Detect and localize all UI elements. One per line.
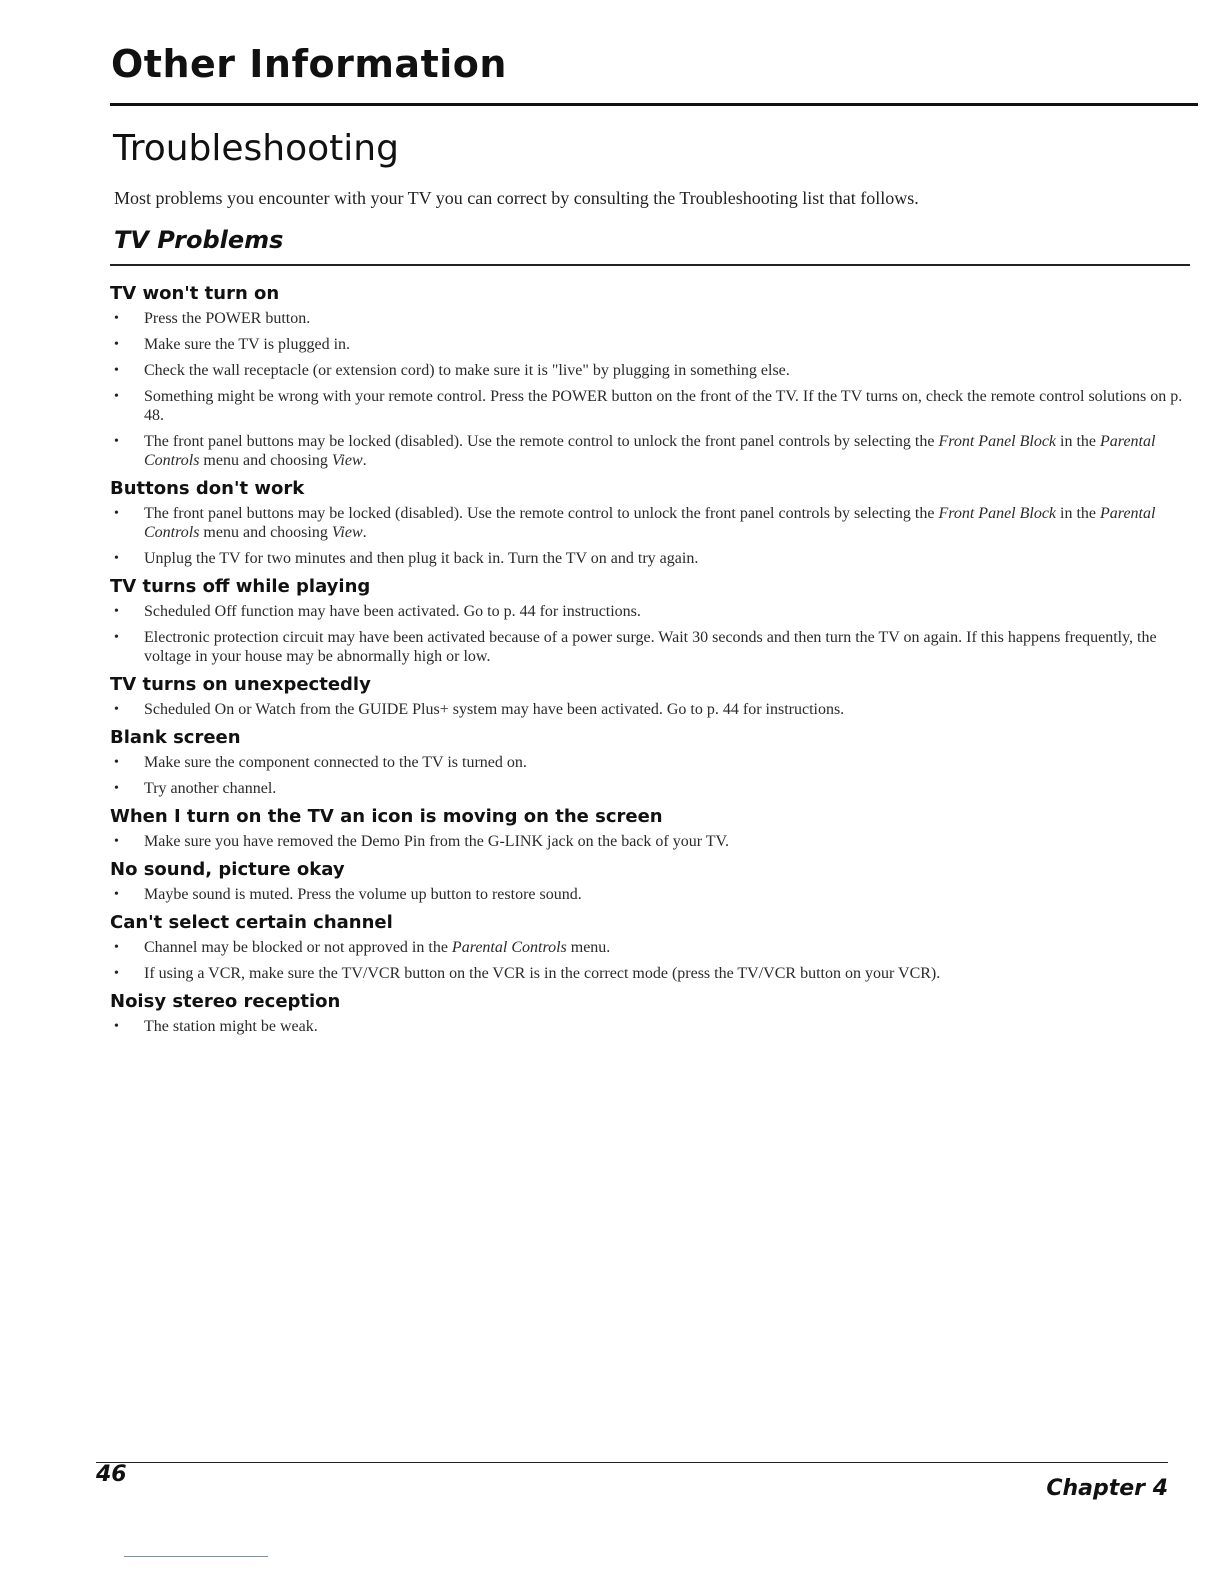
subsection-title: TV Problems [114, 226, 284, 254]
chapter-label: Chapter 4 [1046, 1476, 1168, 1501]
solution-item: • Make sure the TV is plugged in. [104, 335, 1194, 354]
solution-list [104, 602, 1194, 666]
solution-list [104, 309, 1194, 470]
solution-list [104, 832, 1194, 851]
solution-item: • The station might be weak. [104, 1017, 1194, 1036]
solution-list [104, 700, 1194, 719]
trouble-section [104, 674, 1194, 719]
solution-list [104, 885, 1194, 904]
solution-list [104, 753, 1194, 798]
menu-reference: Parental Controls [451, 939, 567, 956]
section-title: Noisy stereo reception [110, 991, 341, 1012]
section-title: Can't select certain channel [110, 912, 393, 933]
bottom-mark [124, 1556, 268, 1557]
solution-list [104, 1017, 1194, 1036]
trouble-section [104, 727, 1194, 798]
solution-item [104, 504, 1194, 542]
trouble-section [104, 576, 1194, 666]
text-segment: in the [1056, 433, 1101, 450]
text-segment: The front panel buttons may be locked (disabled). Use the remote control to unlock the front panel controls by selecting the [144, 433, 939, 450]
menu-reference: Parental Controls [144, 433, 1156, 469]
text-segment: Channel may be blocked or not approved in the [144, 939, 452, 956]
chapter-header-title: Other Information [111, 42, 507, 86]
menu-reference: View [331, 452, 363, 469]
solution-item: • Make sure the component connected to the TV is turned on. [104, 753, 1194, 772]
trouble-section [104, 859, 1194, 904]
solution-item: • If using a VCR, make sure the TV/VCR button on the VCR is in the correct mode (press the TV/VCR button on your VCR). [104, 964, 1194, 983]
troubleshooting-list [104, 283, 1194, 1044]
section-title: TV won't turn on [110, 283, 280, 304]
text-segment: The front panel buttons may be locked (disabled). Use the remote control to unlock the front panel controls by selecting the [144, 505, 939, 522]
page-title: Troubleshooting [113, 128, 399, 169]
solution-item: • Scheduled Off function may have been activated. Go to p. 44 for instructions. [104, 602, 1194, 621]
trouble-section [104, 806, 1194, 851]
solution-item [104, 938, 1194, 957]
solution-item: • Press the POWER button. [104, 309, 1194, 328]
solution-item: • Maybe sound is muted. Press the volume up button to restore sound. [104, 885, 1194, 904]
trouble-section [104, 912, 1194, 983]
section-title: Buttons don't work [110, 478, 305, 499]
text-segment: . [362, 452, 367, 469]
section-title: TV turns on unexpectedly [110, 674, 371, 695]
section-title: No sound, picture okay [110, 859, 345, 880]
footer-rule [96, 1462, 1168, 1463]
trouble-section [104, 283, 1194, 470]
solution-list [104, 938, 1194, 983]
solution-item: • Make sure you have removed the Demo Pin from the G-LINK jack on the back of your TV. [104, 832, 1194, 851]
section-title: TV turns off while playing [110, 576, 371, 597]
menu-reference: View [331, 524, 363, 541]
menu-reference: Front Panel Block [938, 433, 1057, 450]
text-segment: menu and choosing [199, 452, 332, 469]
solution-item: • Something might be wrong with your remote control. Press the POWER button on the front of the TV. If the TV turns on, check the remote control solutions on p. 48. [104, 387, 1194, 425]
text-segment: menu. [566, 939, 611, 956]
solution-item: • Check the wall receptacle (or extension cord) to make sure it is "live" by plugging in something else. [104, 361, 1194, 380]
solution-item: • Scheduled On or Watch from the GUIDE Plus+ system may have been activated. Go to p. 44 for instructions. [104, 700, 1194, 719]
solution-item [104, 432, 1194, 470]
menu-reference: Front Panel Block [938, 505, 1057, 522]
menu-reference: Parental Controls [144, 505, 1156, 541]
trouble-section [104, 478, 1194, 568]
solution-item: • Electronic protection circuit may have been activated because of a power surge. Wait 30 seconds and then turn the TV on again. If this happens frequently, the voltage in your house may be abnormally high or low. [104, 628, 1194, 666]
solution-item: • Try another channel. [104, 779, 1194, 798]
section-title: When I turn on the TV an icon is moving on the screen [110, 806, 663, 827]
solution-list [104, 504, 1194, 568]
page-number: 46 [96, 1462, 127, 1487]
solution-item: • Unplug the TV for two minutes and then plug it back in. Turn the TV on and try again. [104, 549, 1194, 568]
subsection-rule [110, 264, 1190, 266]
text-segment: . [362, 524, 367, 541]
header-rule [110, 103, 1198, 106]
trouble-section [104, 991, 1194, 1036]
section-title: Blank screen [110, 727, 241, 748]
text-segment: menu and choosing [199, 524, 332, 541]
text-segment: in the [1056, 505, 1101, 522]
intro-paragraph: Most problems you encounter with your TV you can correct by consulting the Troubleshooting list that follows. [114, 188, 919, 208]
